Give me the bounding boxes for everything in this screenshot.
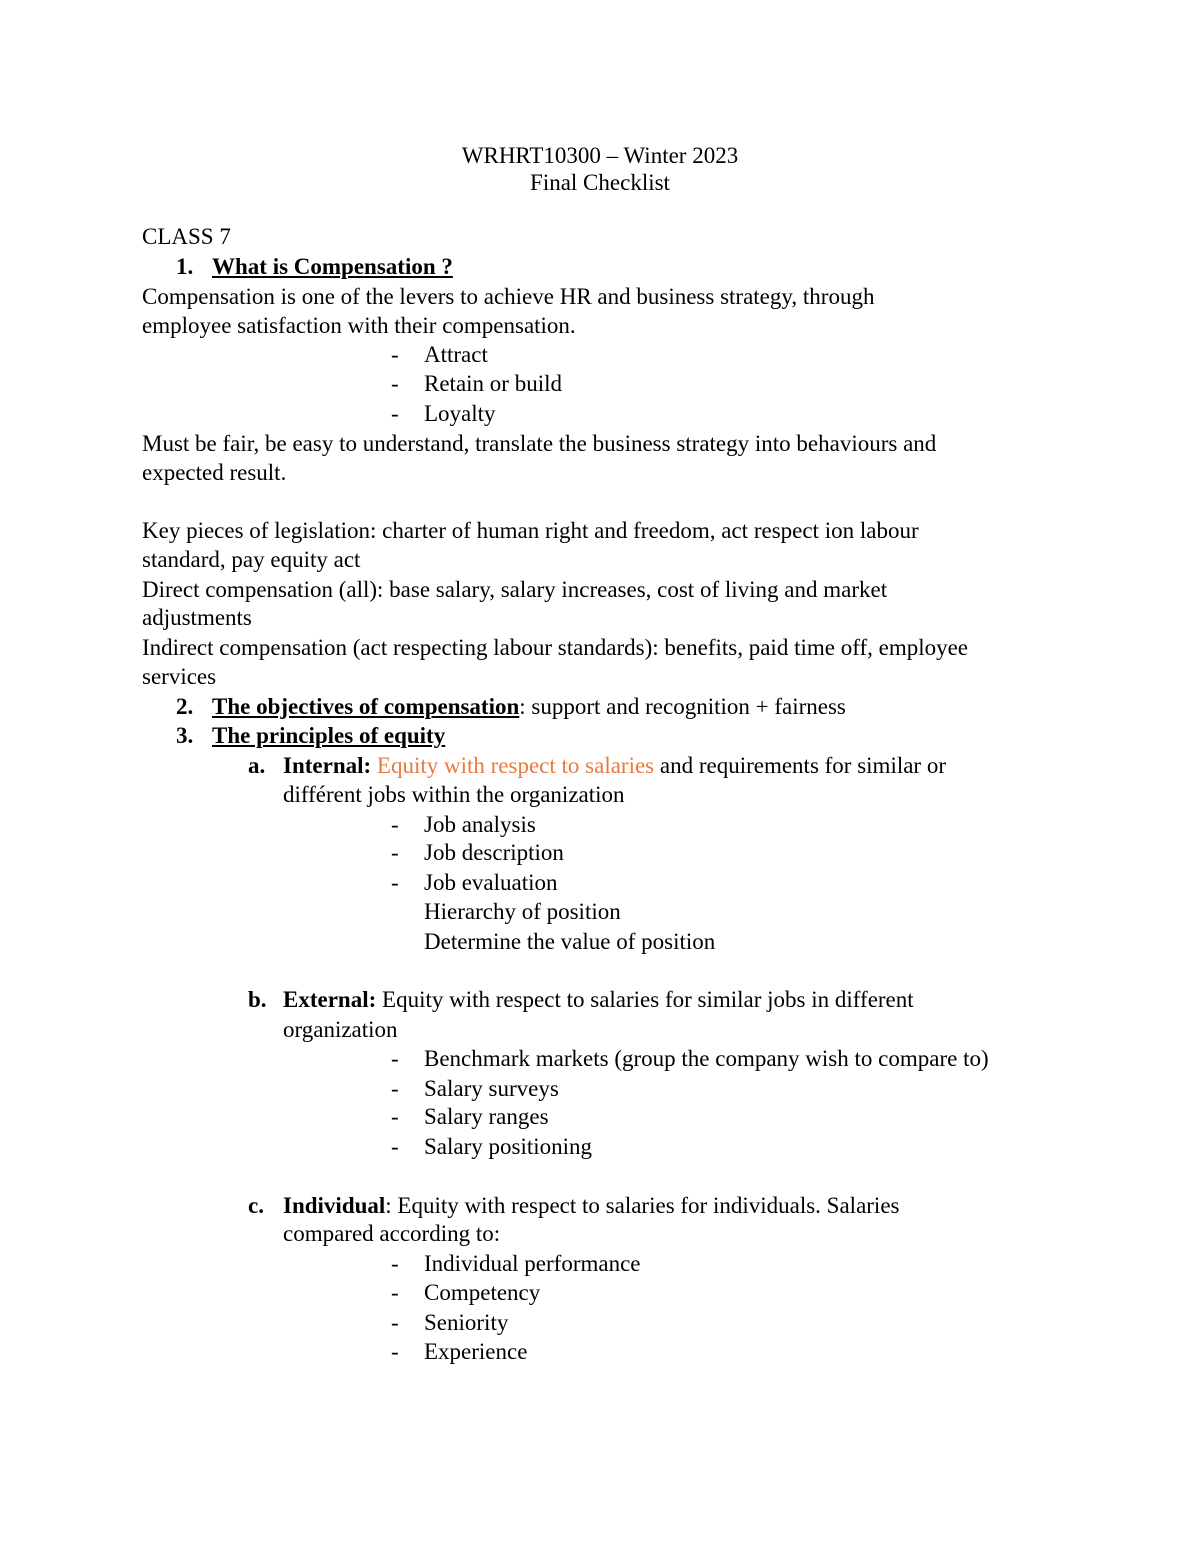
section-3-number: 3. — [176, 723, 194, 748]
section-2-line — [212, 693, 846, 721]
direct-compensation-line-2: adjustments — [142, 605, 252, 630]
section-3-title: The principles of equity — [212, 723, 446, 748]
bullet-salary-positioning: Salary positioning — [424, 1134, 593, 1159]
external-label: External: — [283, 987, 377, 1012]
section-2-number: 2. — [176, 694, 194, 719]
bullet-dash: - — [391, 1251, 399, 1276]
note-hierarchy: Hierarchy of position — [424, 899, 621, 924]
individual-text: : Equity with respect to salaries for individuals. Salaries — [385, 1193, 900, 1218]
external-line-2: organization — [283, 1017, 398, 1042]
section-1-number: 1. — [176, 254, 194, 279]
internal-line-2: différent jobs within the organization — [283, 782, 625, 807]
section-1-intro-line-1: Compensation is one of the levers to achieve HR and business strategy, through — [142, 284, 875, 309]
bullet-dash: - — [391, 1310, 399, 1335]
internal-line-1 — [283, 752, 946, 780]
note-value: Determine the value of position — [424, 929, 716, 954]
bullet-dash: - — [391, 840, 399, 865]
bullet-job-analysis: Job analysis — [424, 812, 536, 837]
section-2-title: The objectives of compensation — [212, 694, 520, 719]
bullet-retain: Retain or build — [424, 371, 562, 396]
bullet-attract: Attract — [424, 342, 488, 367]
bullet-dash: - — [391, 342, 399, 367]
section-1-title: What is Compensation ? — [212, 254, 453, 279]
bullet-dash: - — [391, 1134, 399, 1159]
legislation-line-2: standard, pay equity act — [142, 547, 361, 572]
individual-line-1 — [283, 1192, 899, 1220]
external-line-1 — [283, 986, 914, 1014]
section-1-note-line-1: Must be fair, be easy to understand, translate the business strategy into behaviours and — [142, 431, 937, 456]
section-1-intro-line-2: employee satisfaction with their compensation. — [142, 313, 576, 338]
bullet-dash: - — [391, 371, 399, 396]
bullet-dash: - — [391, 812, 399, 837]
bullet-job-description: Job description — [424, 840, 564, 865]
bullet-dash: - — [391, 1104, 399, 1129]
external-text: Equity with respect to salaries for similar jobs in different — [382, 987, 914, 1012]
individual-letter: c. — [248, 1193, 264, 1218]
bullet-dash: - — [391, 1339, 399, 1364]
bullet-individual-performance: Individual performance — [424, 1251, 641, 1276]
class-heading: CLASS 7 — [142, 224, 231, 249]
bullet-dash: - — [391, 401, 399, 426]
section-2-text: : support and recognition + fairness — [519, 694, 846, 719]
bullet-benchmark: Benchmark markets (group the company wish to compare to) — [424, 1046, 989, 1071]
internal-text-rest: and requirements for similar or — [659, 753, 947, 778]
bullet-salary-surveys: Salary surveys — [424, 1076, 559, 1101]
bullet-competency: Competency — [424, 1280, 541, 1305]
individual-line-2: compared according to: — [283, 1221, 501, 1246]
indirect-compensation-line-1: Indirect compensation (act respecting labour standards): benefits, paid time off, employee — [142, 635, 969, 660]
direct-compensation-line-1: Direct compensation (all): base salary, salary increases, cost of living and market — [142, 577, 888, 602]
internal-letter: a. — [248, 753, 266, 778]
bullet-salary-ranges: Salary ranges — [424, 1104, 549, 1129]
legislation-line-1: Key pieces of legislation: charter of human right and freedom, act respect ion labour — [142, 518, 919, 543]
bullet-dash: - — [391, 870, 399, 895]
individual-label: Individual — [283, 1193, 386, 1218]
bullet-experience: Experience — [424, 1339, 528, 1364]
bullet-dash: - — [391, 1046, 399, 1071]
external-letter: b. — [248, 987, 267, 1012]
section-1-note-line-2: expected result. — [142, 460, 287, 485]
document-subtitle: Final Checklist — [530, 170, 670, 195]
course-title: WRHRT10300 – Winter 2023 — [461, 143, 739, 168]
bullet-dash: - — [391, 1280, 399, 1305]
indirect-compensation-line-2: services — [142, 664, 217, 689]
bullet-seniority: Seniority — [424, 1310, 509, 1335]
bullet-dash: - — [391, 1076, 399, 1101]
bullet-job-evaluation: Job evaluation — [424, 870, 558, 895]
internal-label: Internal: — [283, 753, 372, 778]
internal-highlight: Equity with respect to salaries — [376, 753, 655, 778]
bullet-loyalty: Loyalty — [424, 401, 496, 426]
